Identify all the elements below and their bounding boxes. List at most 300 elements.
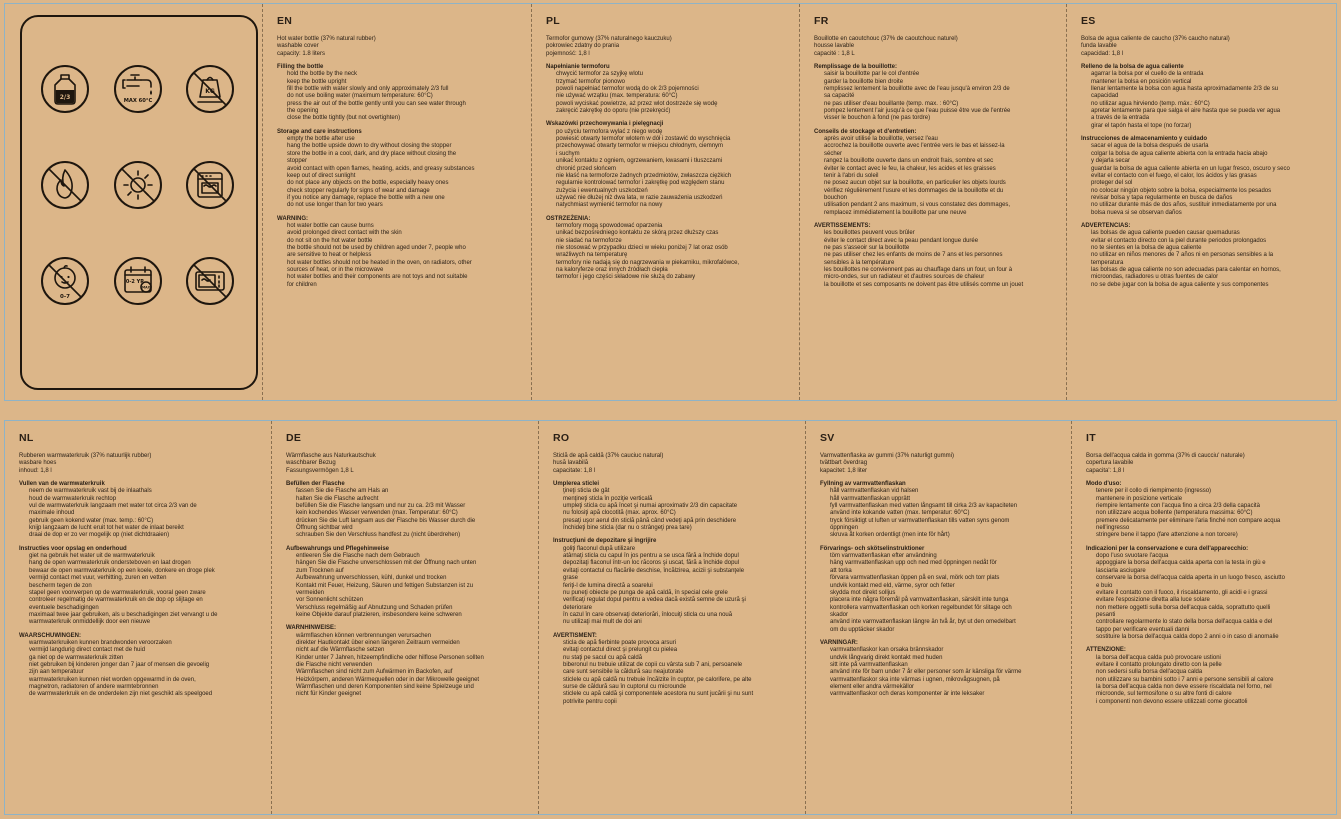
text-line: Verschluss regelmäßig auf Abnutzung und Schaden prüfen — [296, 604, 453, 611]
text-line: evitaţi contactul direct şi prelungit cu pielea — [563, 647, 678, 654]
text-line: dopo l'uso svuotare l'acqua — [1096, 553, 1169, 560]
language-heading: RO — [553, 432, 570, 444]
text-line: store the bottle in a cool, dark, and dry place without closing the — [287, 150, 457, 157]
section-heading: Förvarings- och skötselinstruktioner — [820, 545, 925, 552]
text-line: vérifiez régulièrement l'usure et les dommages de la bouillotte et du — [824, 187, 1004, 194]
lang-column-it — [1071, 421, 1336, 814]
text-line: if you notice any damage, replace the bottle with a new one — [287, 194, 445, 201]
text-line: tryck försiktigt ut luften ur varmvattenflaskan tills vatten syns genom — [830, 517, 1010, 524]
language-heading: FR — [814, 15, 829, 27]
text-line: warmwaterkruik onmiddellijk door een nieuwe — [29, 619, 151, 626]
text-line: empty the bottle after use — [287, 136, 355, 143]
text-line: vermijd langdurig direct contact met de huid — [29, 647, 146, 654]
text-line: chronić przed słońcem — [556, 165, 617, 172]
text-line: do not sit on the hot water bottle — [287, 237, 373, 244]
text-line: att torka — [830, 567, 852, 574]
text-line: ţineţi sticla de gât — [563, 488, 610, 495]
section-heading: VARNINGAR: — [820, 639, 858, 646]
text-line: housse lavable — [814, 43, 855, 50]
text-line: zum Trocknen auf — [296, 567, 344, 574]
text-line: lasciarla asciugare — [1096, 567, 1146, 574]
text-line: vor Sonnenlicht schützen — [296, 597, 364, 604]
no-sunlight-icon — [113, 160, 163, 210]
section-heading: Filling the bottle — [277, 64, 324, 71]
text-line: warmwaterkruiken kunnen niet worden opgewarmd in de oven, — [29, 676, 196, 683]
text-line: varmvattenflaskor kan orsaka brännskador — [830, 647, 944, 654]
text-line: schrauben Sie den Verschluss handfest zu (nicht überdrehen) — [296, 532, 461, 539]
text-line: atârnaţi sticla cu capul în jos pentru a se usca fără a închide dopul — [563, 553, 739, 560]
section-heading: WAARSCHUWINGEN: — [19, 632, 81, 639]
text-line: stringere bene il tappo (fare attenzione a non torcere) — [1096, 532, 1238, 539]
text-line: fyll varmvattenflaskan med vatten långsamt till cirka 2/3 av kapaciteten — [830, 503, 1018, 510]
text-line: capacity: 1.8 liters — [277, 50, 326, 57]
text-line: nell'ingresso — [1096, 525, 1130, 532]
text-line: non utilizzare su bambini sotto i 7 anni e persone sensibili al calore — [1096, 676, 1274, 683]
text-line: proteger del sol — [1091, 180, 1133, 187]
text-line: sa capacité — [824, 93, 855, 100]
text-line: evitaţi contactul cu flacările deschise, încălzirea, acizii şi substanţele — [563, 567, 745, 574]
text-line: mantener la bolsa en posición vertical — [1091, 78, 1192, 85]
text-line: temperatura — [1091, 259, 1124, 266]
text-line: de warmwaterkruik en de onderdelen zijn niet geschikt als speelgoed — [29, 691, 213, 698]
text-line: hang de open warmwaterkruik ondersteboven en laat drogen — [29, 560, 191, 567]
text-line: sensibles à la température — [824, 259, 895, 266]
text-line: undvik kontakt med eld, värme, syror och fetter — [830, 582, 955, 589]
text-line: presaţi uşor aerul din sticlă până când vedeţi apă prin deschidere — [563, 517, 737, 524]
text-line: giet na gebruik het water uit de warmwaterkruik — [29, 553, 155, 560]
text-line: po użyciu termofora wylać z niego wodę — [556, 128, 663, 135]
text-line: nu folosiţi apă clocotită (max. aprox. 60°C) — [563, 510, 676, 517]
text-line: tappo per verificare eventuali danni — [1096, 626, 1190, 633]
text-line: no se debe jugar con la bolsa de agua caliente y sus componentes — [1091, 281, 1269, 288]
text-line: nu utilizaţi mai mult de doi ani — [563, 619, 642, 626]
text-line: houd de warmwaterkruik rechtop — [29, 495, 117, 502]
language-heading: IT — [1086, 432, 1096, 444]
language-heading: NL — [19, 432, 34, 444]
instruction-sheet-bottom — [4, 420, 1337, 815]
text-line: maximale inhoud — [29, 510, 75, 517]
text-line: în cazul în care observaţi deteriorări, înlocuiţi sticla cu una nouă — [563, 611, 733, 618]
text-line: nu puneţi obiecte pe punga de apă caldă, în special cele grele — [563, 589, 728, 596]
text-line: kapacitet: 1,8 liter — [820, 467, 868, 474]
svg-text:0-2 YR: 0-2 YR — [125, 279, 145, 285]
text-line: bewaar de open warmwaterkruik op een koele, donkere en droge plek — [29, 567, 215, 574]
text-line: girar el tapón hasta el tope (no forzar) — [1091, 122, 1192, 129]
text-line: the bottle should not be used by children aged under 7, people who — [287, 244, 466, 251]
text-line: biberonul nu trebuie utilizat de copii cu vârsta sub 7 ani, persoanele — [563, 661, 743, 668]
text-line: do not use boiling water (maximum temperature: 60°C) — [287, 93, 433, 100]
fill-two-thirds-icon — [40, 64, 90, 114]
text-line: trzymać termofor pionowo — [556, 78, 626, 85]
text-line: använd inte för barn under 7 år eller personer som är känsliga för värme — [830, 669, 1022, 676]
text-line: håll varmvattenflaskan upprätt — [830, 495, 911, 502]
text-line: sticla de apă fierbinte poate provoca arsuri — [563, 639, 677, 646]
text-line: utilisation pendant 2 ans maximum, si vous constatez des dommages, — [824, 202, 1011, 209]
text-line: Bouillotte en caoutchouc (37% de caoutchouc naturel) — [814, 36, 958, 42]
text-line: ne pas utiliser d'eau bouillante (temp. max. : 60°C) — [824, 100, 959, 107]
text-line: non sedersi sulla borsa dell'acqua calda — [1096, 669, 1203, 676]
text-line: non mettere oggetti sulla borsa dell'acqua calda, soprattutto quelli — [1096, 604, 1271, 611]
no-heavy-objects-icon — [185, 64, 235, 114]
text-line: capacita': 1,8 l — [1086, 467, 1125, 474]
no-children-under-7-icon — [40, 256, 90, 306]
text-line: non utilizzare acqua bollente (temperatura massima: 60°C) — [1096, 510, 1253, 517]
text-line: Wärmflasche aus Naturkautschuk — [286, 453, 376, 459]
text-line: förvara varmvattenflaskan öppen på en sval, mörk och torr plats — [830, 575, 1000, 582]
text-line: apretar lentamente para que salga el aire hasta que se pueda ver agua — [1091, 108, 1281, 115]
text-line: nicht auf die Wärmflasche setzen — [296, 647, 385, 654]
text-line: avoid prolonged direct contact with the skin — [287, 230, 402, 237]
section-heading: ATTENZIONE: — [1086, 647, 1126, 654]
svg-text:MAX: MAX — [141, 285, 151, 290]
text-line: i componenti non devono essere utilizzati come giocattoli — [1096, 698, 1248, 705]
text-line: unikać kontaktu z ogniem, ogrzewaniem, kwasami i tłuszczami — [556, 158, 723, 165]
text-line: przechowywać otwarty termofor w miejscu chłodnym, ciemnym — [556, 143, 724, 150]
text-line: visser le bouchon à fond (ne pas tordre) — [824, 115, 931, 122]
text-line: sacar el agua de la bolsa después de usarla — [1091, 143, 1209, 150]
lang-column-nl — [5, 421, 271, 814]
text-line: funda lavable — [1081, 43, 1117, 50]
text-line: e buio — [1096, 582, 1113, 589]
text-line: Rubberen warmwaterkruik (37% natuurlijk rubber) — [19, 453, 152, 459]
section-heading: Aufbewahrungs und Pflegehinweise — [286, 545, 390, 552]
text-line: grase — [563, 575, 579, 582]
section-heading: Indicazioni per la conservazione e cura dell'apparecchio: — [1086, 545, 1249, 552]
section-heading: Napełnianie termoforu — [546, 64, 610, 71]
text-line: mantenere in posizione verticale — [1096, 495, 1183, 502]
text-line: powoli napełniać termofor wodą do ok 2/3 pojemności — [556, 86, 699, 93]
text-line: Borsa dell'acqua calda in gomma (37% di caucciu' naturale) — [1086, 453, 1245, 459]
text-line: maximaal twee jaar gebruiken, als u beschadigingen ziet vervangt u de — [29, 611, 218, 618]
text-line: închideţi bine sticla (dar nu o strângeţi prea tare) — [563, 525, 692, 532]
text-line: keine Objekte darauf platzieren, insbesondere keine schweren — [296, 611, 462, 618]
text-line: Heizkörpern, anderen Wärmequellen oder in der Mikrowelle geeignet — [296, 676, 480, 683]
text-line: niet gebruiken bij kinderen jonger dan 7 jaar of mensen die gevoelig — [29, 661, 210, 668]
lang-column-fr — [799, 4, 1066, 400]
text-line: używać nie dłużej niż dwa lata, w razie zauważenia uszkodzeń — [556, 194, 723, 201]
text-line: llenar lentamente la bolsa con agua hasta aproximadamente 2/3 de su — [1091, 86, 1279, 93]
text-line: Sticlă de apă caldă (37% cauciuc natural) — [553, 453, 664, 459]
text-line: bescherm tegen de zon — [29, 582, 92, 589]
text-line: capacitate: 1,8 l — [553, 467, 596, 474]
section-heading: Umplerea sticlei — [553, 481, 600, 488]
language-heading: PL — [546, 15, 561, 27]
text-line: placera inte några föremål på varmvattenflaskan, särskilt inte tunga — [830, 597, 1009, 604]
section-heading: Befüllen der Flasche — [286, 481, 345, 488]
section-heading: ADVERTENCIAS: — [1081, 222, 1131, 229]
text-line: warmwaterkruiken kunnen brandwonden veroorzaken — [29, 639, 172, 646]
section-heading: WARNING: — [277, 215, 308, 222]
text-line: accrochez la bouillotte ouverte avec l'entrée vers le bas et laissez-la — [824, 143, 1005, 150]
text-line: remplacez immédiatement la bouillotte par une neuve — [824, 209, 967, 216]
text-line: la borsa dell'acqua calda può provocare ustioni — [1096, 654, 1221, 661]
lang-column-ro — [538, 421, 805, 814]
text-line: verificaţi regulat dopul pentru a vedea dacă există semne de uzură şi — [563, 597, 746, 604]
section-heading: Instrucciones de almacenamiento y cuidado — [1081, 136, 1208, 143]
text-line: kein kochendes Wasser verwenden (max. Temperatur: 60°C) — [296, 510, 458, 517]
text-line: las bolsas de agua caliente pueden causar quemaduras — [1091, 230, 1240, 237]
text-line: nicht für Kinder geeignet — [296, 691, 362, 698]
text-line: stapel geen voorwerpen op de warmwaterkruik, vooral geen zware — [29, 589, 206, 596]
text-line: rangez la bouillotte ouverte dans un endroit frais, sombre et sec — [824, 158, 994, 165]
text-line: nie kłaść na termoforze żadnych przedmiotów, zwłaszcza ciężkich — [556, 172, 732, 179]
text-line: pojemność: 1,8 l — [546, 50, 590, 57]
text-line: Öffnung sichtbar wird — [296, 525, 353, 532]
text-line: nie używać wrzątku (max. temperatura: 60°C) — [556, 93, 678, 100]
text-line: hot water bottle can cause burns — [287, 222, 374, 229]
language-heading: SV — [820, 432, 835, 444]
text-line: fill the bottle with water slowly and only approximately 2/3 full — [287, 86, 449, 93]
text-line: are sensitive to heat or helpless — [287, 252, 372, 259]
text-line: Wärmflaschen sind nicht zum Aufwärmen im Backofen, auf — [296, 669, 453, 676]
text-line: keep the bottle upright — [287, 78, 347, 85]
text-line: zużycia i ewentualnych uszkodzeń — [556, 187, 648, 194]
max-two-years-calendar-icon — [113, 256, 163, 306]
text-line: powoli wyciskać powietrze, aż przez wlot dostrzeże się wodę — [556, 100, 718, 107]
lang-column-sv — [805, 421, 1071, 814]
text-line: ne posez aucun objet sur la bouillotte, en particulier les objets lourds — [824, 180, 1006, 187]
text-line: hold the bottle by the neck — [287, 71, 358, 78]
text-line: regularnie kontrolować termofor i zakrętkę pod względem stanu — [556, 180, 725, 187]
text-line: hot water bottles should not be heated in the oven, on radiators, other — [287, 259, 472, 266]
text-line: i suchym — [556, 150, 580, 157]
text-line: capacidad: 1,8 l — [1081, 50, 1124, 57]
text-line: element eller andra värmekällor — [830, 683, 915, 690]
text-line: använd inte varmvattenflaskan längre än två år, byt ut den omedelbart — [830, 619, 1016, 626]
text-line: evitar el contacto directo con la piel durante periodos prolongados — [1091, 237, 1267, 244]
text-line: Hot water bottle (37% natural rubber) — [277, 36, 376, 42]
text-line: na kaloryferze oraz innych źródłach ciepła — [556, 266, 668, 273]
text-line: micro-ondes, sur un radiateur et d'autres sources de chaleur — [824, 274, 985, 281]
text-line: agarrar la bolsa por el cuello de la entrada — [1091, 71, 1204, 78]
safety-icon-panel — [20, 15, 258, 390]
svg-text:MAX 60°C: MAX 60°C — [123, 98, 153, 104]
text-line: depozitaţi flaconul într-un loc răcoros şi uscat, fără a închide dopul — [563, 560, 740, 567]
text-line: colgar la bolsa de agua caliente abierta con la entrada hacia abajo — [1091, 150, 1268, 157]
section-heading: WARNHINWEISE: — [286, 625, 336, 632]
text-line: saisir la bouillotte par le col d'entrée — [824, 71, 920, 78]
text-line: les bouillottes ne conviennent pas au chauffage dans un four, un four à — [824, 266, 1013, 273]
section-heading: Wskazówki przechowywania i pielęgnacji — [546, 121, 664, 128]
text-line: skydda mot direkt solljus — [830, 589, 896, 596]
text-line: controleer regelmatig de warmwaterkruik en de dop op slijtage en — [29, 597, 203, 604]
text-line: halten Sie die Flasche aufrecht — [296, 495, 379, 502]
section-heading: Remplissage de la bouillotte: — [814, 64, 898, 71]
text-line: hot water bottles and their components are not toys and not suitable — [287, 274, 468, 281]
text-line: éviter le contact avec le feu, la chaleur, les acides et les graisses — [824, 165, 996, 172]
text-line: nie stosować w przypadku dzieci w wieku poniżej 7 lat oraz osób — [556, 244, 728, 251]
text-line: direkter Hautkontakt über einen längeren Zeitraum vermeiden — [296, 639, 460, 646]
text-line: keep out of direct sunlight — [287, 172, 356, 179]
text-line: sitt inte på varmvattenflaskan — [830, 661, 908, 668]
text-line: Fassungsvermögen 1,8 L — [286, 467, 354, 474]
text-line: menţineţi sticla în poziţie verticală — [563, 495, 653, 502]
text-line: skador — [830, 611, 849, 618]
text-line: evitare l'esposizione diretta alla luce solare — [1096, 597, 1210, 604]
text-line: the opening — [287, 108, 319, 115]
text-line: potrivite pentru copii — [563, 698, 617, 705]
text-line: wärmflaschen können verbrennungen verursachen — [296, 632, 432, 639]
text-line: premere delicatamente per eliminare l'aria finché non compare acqua — [1096, 517, 1281, 524]
text-line: goliţi flaconul după utilizare — [563, 545, 636, 552]
text-line: tvättbart överdrag — [820, 460, 868, 467]
no-oven-icon — [185, 160, 235, 210]
text-line: do not place any objects on the bottle, especially heavy ones — [287, 180, 449, 187]
text-line: kontrollera varmvattenflaskan och korken regelbundet för slitage och — [830, 604, 1012, 611]
text-line: Kontakt mit Feuer, Heizung, Säuren und fettigen Substanzen ist zu — [296, 582, 474, 589]
text-line: chwycić termofor za szyjkę wlotu — [556, 71, 644, 78]
text-line: no te sientes en la bolsa de agua caliente — [1091, 244, 1202, 251]
text-line: undvik långvarig direkt kontakt med huden — [830, 654, 943, 661]
text-line: Wärmflaschen und deren Komponenten sind keine Spielzeuge und — [296, 683, 474, 690]
text-line: zijn aan temperatuur — [29, 669, 84, 676]
text-line: vermijd contact met vuur, verhitting, zuren en vetten — [29, 575, 167, 582]
text-line: do not use longer than for two years — [287, 202, 383, 209]
text-line: fassen Sie die Flasche am Hals an — [296, 488, 389, 495]
text-line: wrażliwych na temperaturę — [556, 252, 628, 259]
svg-text:2/3: 2/3 — [59, 94, 71, 101]
text-line: sources of heat, or in the microwave — [287, 266, 384, 273]
text-line: vermeiden — [296, 589, 325, 596]
text-line: garder la bouillotte bien droite — [824, 78, 904, 85]
text-line: befüllen Sie die Flasche langsam und nur zu ca. 2/3 mit Wasser — [296, 503, 466, 510]
section-heading: Conseils de stockage et d'entretien: — [814, 128, 917, 135]
no-microwave-icon — [185, 256, 235, 306]
text-line: vul de warmwaterkruik langzaam met water tot circa 2/3 van de — [29, 503, 197, 510]
lang-column-pl — [531, 4, 799, 400]
language-heading: ES — [1081, 15, 1096, 27]
section-heading: AVERTISSEMENTS: — [814, 222, 871, 229]
text-line: om du upptäcker skador — [830, 626, 895, 633]
language-heading: EN — [277, 15, 293, 27]
text-line: eventuele beschadigingen — [29, 604, 99, 611]
text-line: capacité : 1,8 L — [814, 50, 855, 57]
text-line: unikać bezpośredniego kontaktu ze skórą przez dłuższy czas — [556, 230, 719, 237]
text-line: microondas, radiadores u otras fuentes de calor — [1091, 274, 1219, 281]
text-line: waschbarer Bezug — [286, 460, 336, 467]
text-line: neem de warmwaterkruik vast bij de inlaathals — [29, 488, 152, 495]
text-line: feriţi-l de lumina directă a soarelui — [563, 582, 653, 589]
section-heading: Fyllning av varmvattenflaskan — [820, 481, 906, 488]
icon-column — [5, 4, 262, 400]
text-line: microonde, sul termosifone o su altre fonti di calore — [1096, 691, 1232, 698]
text-line: entleeren Sie die Flasche nach dem Gebrauch — [296, 553, 420, 560]
text-line: no utilizar agua hirviendo (temp. máx.: 60°C) — [1091, 100, 1210, 107]
text-line: no utilizar durante más de dos años, sustituir inmediatamente por una — [1091, 202, 1277, 209]
text-line: éviter le contact direct avec la peau pendant longue durée — [824, 237, 979, 244]
text-line: Aufbewahrung unverschlossen, kühl, dunkel und trocken — [296, 575, 447, 582]
text-line: appoggiare la borsa dell'acqua calda aperta con la testa in giù e — [1096, 560, 1266, 567]
text-line: hängen Sie die Flasche unverschlossen mit der Öffnung nach unten — [296, 560, 477, 567]
text-line: sticlele cu apă caldă şi componentele acestora nu sunt jucării şi nu sunt — [563, 691, 754, 698]
text-line: ga niet op de warmwaterkruik zitten — [29, 654, 124, 661]
text-line: washable cover — [277, 43, 319, 50]
text-line: zakręcić zakrętkę do oporu (nie przekręcić) — [556, 108, 671, 115]
text-line: använd inte kokande vatten (max. temperatur: 60°C) — [830, 510, 970, 517]
text-line: for children — [287, 281, 317, 288]
text-line: capacidad — [1091, 93, 1119, 100]
text-line: la bouillotte et ses composants ne doivent pas être utilisés comme un jouet — [824, 281, 1024, 288]
text-line: umpleţi sticla cu apă încet şi numai aproximativ 2/3 din capacitate — [563, 503, 738, 510]
section-heading: Vullen van de warmwaterkruik — [19, 481, 105, 488]
text-line: les bouillottes peuvent vous brûler — [824, 230, 915, 237]
text-line: termofory nie nadają się do nagrzewania w piekarniku, mikrofalówce, — [556, 259, 740, 266]
svg-text:0-7: 0-7 — [60, 294, 70, 300]
text-line: skruva åt korken ordentligt (men inte för hårt) — [830, 532, 950, 539]
text-line: termofory mogą spowodować oparzenia — [556, 222, 663, 229]
text-line: la borsa dell'acqua calda non deve essere riscaldata nel forno, nel — [1096, 683, 1272, 690]
text-line: ne pas utiliser chez les enfants de moins de 7 ans et les personnes — [824, 252, 1003, 259]
section-heading: Instrucţiuni de depozitare şi îngrijire — [553, 538, 657, 545]
text-line: bolsa nueva si se observan daños — [1091, 209, 1182, 216]
text-line: guardar la bolsa de agua caliente abierta en un lugar fresco, oscuro y seco — [1091, 165, 1290, 172]
text-line: pompez lentement l'air jusqu'à ce que l'eau puisse être vue de l'entrée — [824, 108, 1011, 115]
text-line: knijp langzaam de lucht eruit tot het water de inlaat bereikt — [29, 525, 184, 532]
text-line: varmvattenflaskor och deras komponenter är inte leksaker — [830, 691, 985, 698]
text-line: evitare il contatto prolungato diretto con la pelle — [1096, 661, 1222, 668]
text-line: håll varmvattenflaskan vid halsen — [830, 488, 919, 495]
text-line: draai de dop er zo ver mogelijk op (niet dichtdraaien) — [29, 532, 170, 539]
text-line: care sunt sensibile la căldură sau neajutorate — [563, 669, 684, 676]
text-line: husă lavabilă — [553, 460, 589, 467]
text-line: sécher — [824, 150, 843, 157]
text-line: Varmvattenflaska av gummi (37% naturligt gummi) — [820, 453, 954, 459]
text-line: Kinder unter 7 Jahren, hitzeempfindliche oder hilflose Personen sollten — [296, 654, 484, 661]
section-heading: Modo d'uso: — [1086, 481, 1122, 488]
text-line: conservare la borsa dell'acqua calda aperta in un luogo fresco, asciutto — [1096, 575, 1285, 582]
text-line: wasbare hoes — [19, 460, 57, 467]
text-line: häng varmvattenflaskan upp och ned med öppningen nedåt för — [830, 560, 997, 567]
text-line: Bolsa de agua caliente de caucho (37% caucho natural) — [1081, 36, 1230, 42]
text-line: töm varmvattenflaskan efter användning — [830, 553, 937, 560]
text-line: evitar el contacto con el fuego, el calor, los ácidos y las grasas — [1091, 172, 1257, 179]
text-line: a través de la entrada — [1091, 115, 1150, 122]
text-line: sticlele cu apă caldă nu trebuie încălzite în cuptor, pe calorifere, pe alte — [563, 676, 752, 683]
text-line: no utilizar en niños menores de 7 años ni en personas sensibles a la — [1091, 252, 1274, 259]
text-line: hang the bottle upside down to dry without closing the stopper — [287, 143, 452, 150]
text-line: riempire lentamente con l'acqua fino a circa 2/3 della capacità — [1096, 503, 1260, 510]
text-line: controllare regolarmente lo stato della borsa dell'acqua calda e del — [1096, 619, 1273, 626]
text-line: bouchon — [824, 194, 848, 201]
text-line: Termofor gumowy (37% naturalnego kauczuku) — [546, 36, 672, 42]
lang-column-es — [1066, 4, 1336, 400]
text-line: inhoud: 1,8 l — [19, 467, 52, 474]
text-line: press the air out of the bottle gently until you can see water through — [287, 100, 466, 107]
instruction-sheet-top — [4, 3, 1337, 401]
text-line: nu staţi pe sacul cu apă caldă — [563, 654, 643, 661]
text-line: avoid contact with open flames, heating, acids, and greasy substances — [287, 165, 475, 172]
text-line: sostituire la borsa dell'acqua calda dopo 2 anni o in caso di anomalie — [1096, 633, 1279, 640]
svg-text:KG: KG — [205, 88, 215, 95]
text-line: remplissez lentement la bouillotte avec de l'eau jusqu'à environ 2/3 de — [824, 86, 1010, 93]
text-line: revisar bolsa y tapa regularmente en busca de daños — [1091, 194, 1233, 201]
text-line: check stopper regularly for signs of wear and damage — [287, 187, 430, 194]
text-line: no colocar ningún objeto sobre la bolsa, especialmente los pesados — [1091, 187, 1272, 194]
text-line: die Flasche nicht verwenden — [296, 661, 373, 668]
section-heading: Instructies voor opslag en onderhoud — [19, 545, 127, 552]
text-line: stopper — [287, 158, 308, 165]
text-line: gebruik geen kokend water (max. temp.: 60°C) — [29, 517, 154, 524]
text-line: evitare il contatto con il fuoco, il riscaldamento, gli acidi e i grassi — [1096, 589, 1268, 596]
text-line: tenere per il collo di riempimento (ingresso) — [1096, 488, 1212, 495]
text-line: öppningen — [830, 525, 859, 532]
text-line: varmvattenflaskor ska inte värmas i ugnen, mikrovågsugnen, på — [830, 676, 1000, 683]
text-line: close the bottle tightly (but not overtighten) — [287, 115, 401, 122]
section-heading: Storage and care instructions — [277, 128, 362, 135]
text-line: après avoir utilisé la bouillotte, versez l'eau — [824, 136, 938, 143]
text-line: pokrowiec zdatny do prania — [546, 43, 620, 50]
text-line: termofor i jego części składowe nie służą do zabawy — [556, 274, 696, 281]
